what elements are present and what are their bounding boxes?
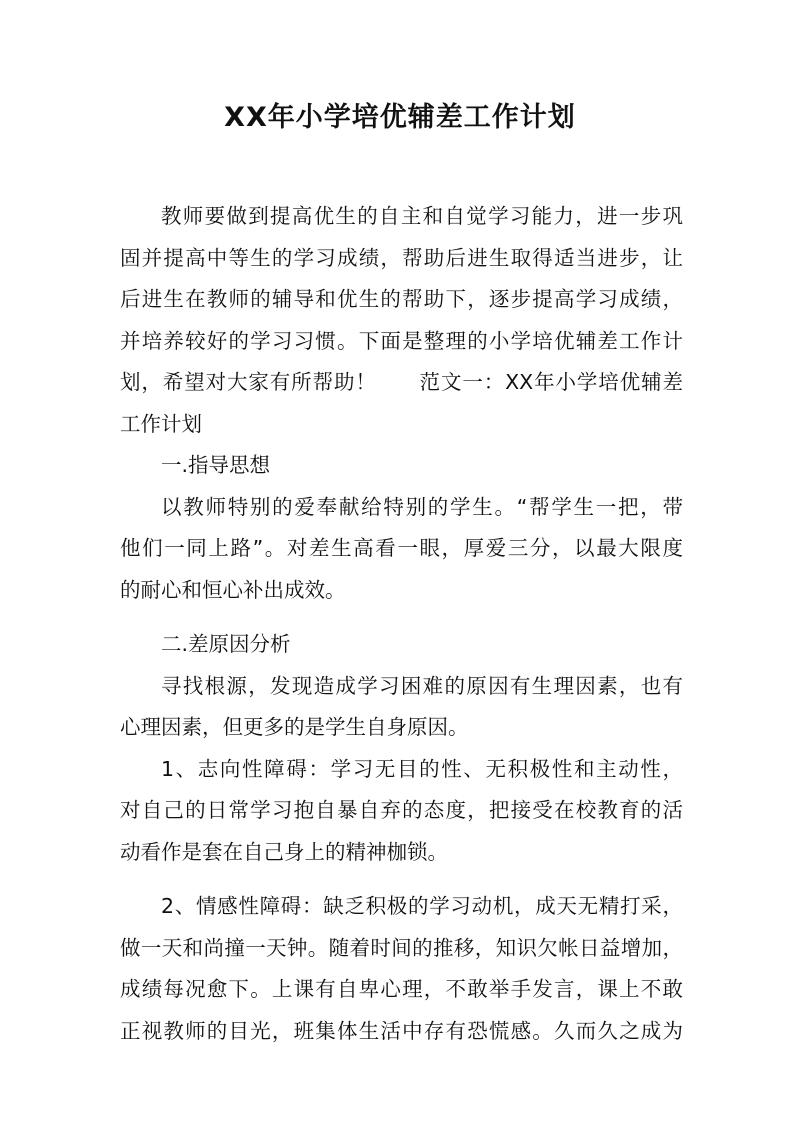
text-line: 他们一同上路”。对差生高看一眼，厚爱三分，以最大限度 — [120, 536, 683, 560]
text-line: 动看作是套在自己身上的精神枷锁。 — [120, 839, 448, 864]
text-line: 做一天和尚撞一天钟。随着时间的推移，知识欠帐日益增加， — [120, 935, 683, 960]
text-line: 教师要做到提高优生的自主和自觉学习能力，进一步巩 — [161, 204, 683, 228]
text-line: 成绩每况愈下。上课有自卑心理，不敢举手发言，课上不敢 — [120, 977, 683, 1001]
text-line: 并培养较好的学习习惯。下面是整理的小学培优辅差工作计 — [120, 328, 683, 353]
section-heading: 二.差原因分析 — [161, 632, 291, 656]
text-line: 工作计划 — [120, 411, 202, 436]
document-title: XX年小学培优辅差工作计划 — [224, 102, 576, 133]
text-line: 心理因素，但更多的是学生自身原因。 — [120, 715, 469, 739]
document-body — [120, 196, 683, 1052]
text-line: 对自己的日常学习抱自暴自弃的态度，把接受在校教育的活 — [120, 798, 683, 822]
text-line: 以教师特别的爱奉献给特别的学生。“帮学生一把，带 — [161, 494, 683, 519]
text-line: 寻找根源，发现造成学习困难的原因有生理因素，也有 — [161, 673, 683, 698]
text-line: 正视教师的目光，班集体生活中存有恐慌感。久而久之成为 — [120, 1018, 683, 1043]
text-line: 后进生在教师的辅导和优生的帮助下，逐步提高学习成绩， — [120, 287, 683, 311]
section-heading: 一.指导思想 — [161, 453, 271, 477]
text-line: 划，希望对大家有所帮助！ 范文一：XX年小学培优辅差 — [120, 370, 683, 394]
text-line: 的耐心和恒心补出成效。 — [120, 577, 346, 602]
text-line: 2、情感性障碍：缺乏积极的学习动机，成天无精打采， — [161, 894, 683, 918]
text-line: 固并提高中等生的学习成绩，帮助后进生取得适当进步，让 — [120, 245, 683, 270]
text-line: 1、志向性障碍：学习无目的性、无积极性和主动性， — [161, 756, 683, 781]
